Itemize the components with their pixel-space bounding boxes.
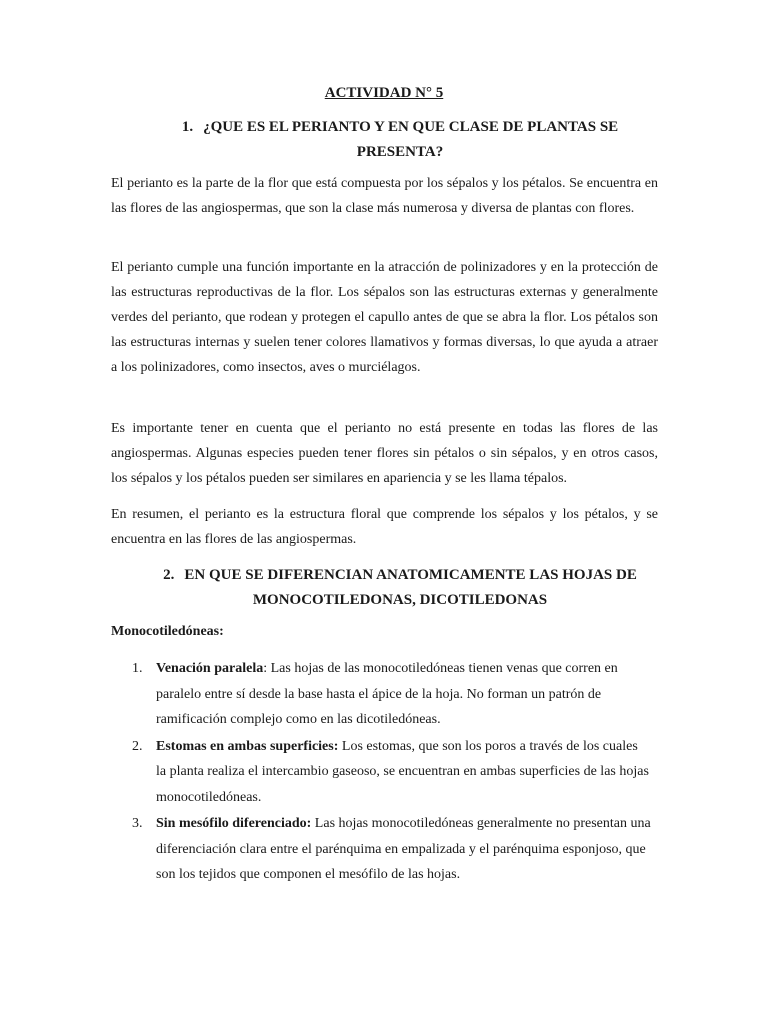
list-item-label: Estomas en ambas superficies: — [156, 738, 339, 754]
paragraph-1: El perianto es la parte de la flor que está compuesta por los sépalos y los pétalos. Se encuentra en las flores de las angiospermas, que son la clase más numerosa y diversa de plantas con flores. — [111, 176, 658, 216]
list-item-number: 2. — [132, 738, 143, 754]
list-item-text: Los estomas, que son los poros a través de los cuales la planta realiza el intercambio gaseoso, se encuentran en ambas superficies de las hojas monocotiledóneas. — [156, 738, 649, 805]
list-item-number: 3. — [132, 816, 143, 831]
question-2-number: 2. — [163, 567, 175, 583]
monocot-subheading: Monocotiledóneas: — [111, 624, 224, 639]
document-title: ACTIVIDAD N° 5 — [324, 85, 444, 101]
list-item-text: Las hojas monocotiledóneas generalmente no presentan una diferenciación clara entre el parénquima en empalizada y el parénquima esponjoso, que son los tejidos que componen el mesófilo de las hojas. — [156, 816, 651, 882]
paragraph-2: El perianto cumple una función importante en la atracción de polinizadores y en la protección de las estructuras reproductivas de la flor. Los sépalos son las estructuras externas y generalmente verdes del perianto, que rodean y protegen el capullo antes de que se abra la flor. Los pétalos son las estructuras internas y suelen tener colores llamativos y formas diversas, lo que ayuda a atraer a los polinizadores, como insectos, aves o murciélagos. — [111, 260, 658, 375]
monocot-feature-list — [111, 656, 651, 889]
paragraph-4: En resumen, el perianto es la estructura floral que comprende los sépalos y los pétalos, y se encuentra en las flores de las angiospermas. — [111, 507, 658, 547]
paragraph-3: Es importante tener en cuenta que el perianto no está presente en todas las flores de las angiospermas. Algunas especies pueden tener flores sin pétalos o sin sépalos, y en otros casos, los sépalos y los pétalos pueden ser similares en apariencia y se les llama tépalos. — [111, 421, 658, 486]
question-2-heading — [150, 563, 650, 613]
list-item-number: 1. — [132, 661, 143, 676]
list-item-label: Venación paralela — [156, 661, 264, 676]
list-item — [111, 734, 651, 811]
list-item-text: : Las hojas de las monocotiledóneas tienen venas que corren en paralelo entre sí desde la base hasta el ápice de la hoja. No forman un patrón de ramificación complejo como en las dicotiledóneas. — [156, 661, 618, 727]
question-1-text: ¿QUE ES EL PERIANTO Y EN QUE CLASE DE PLANTAS SE PRESENTA? — [203, 119, 619, 160]
list-item-label: Sin mesófilo diferenciado: — [156, 816, 312, 831]
question-2-text: EN QUE SE DIFERENCIAN ANATOMICAMENTE LAS HOJAS DE MONOCOTILEDONAS, DICOTILEDONAS — [184, 567, 637, 608]
list-item — [111, 811, 651, 888]
question-1-heading — [150, 115, 650, 165]
list-item — [111, 656, 651, 733]
question-1-number: 1. — [181, 119, 194, 135]
